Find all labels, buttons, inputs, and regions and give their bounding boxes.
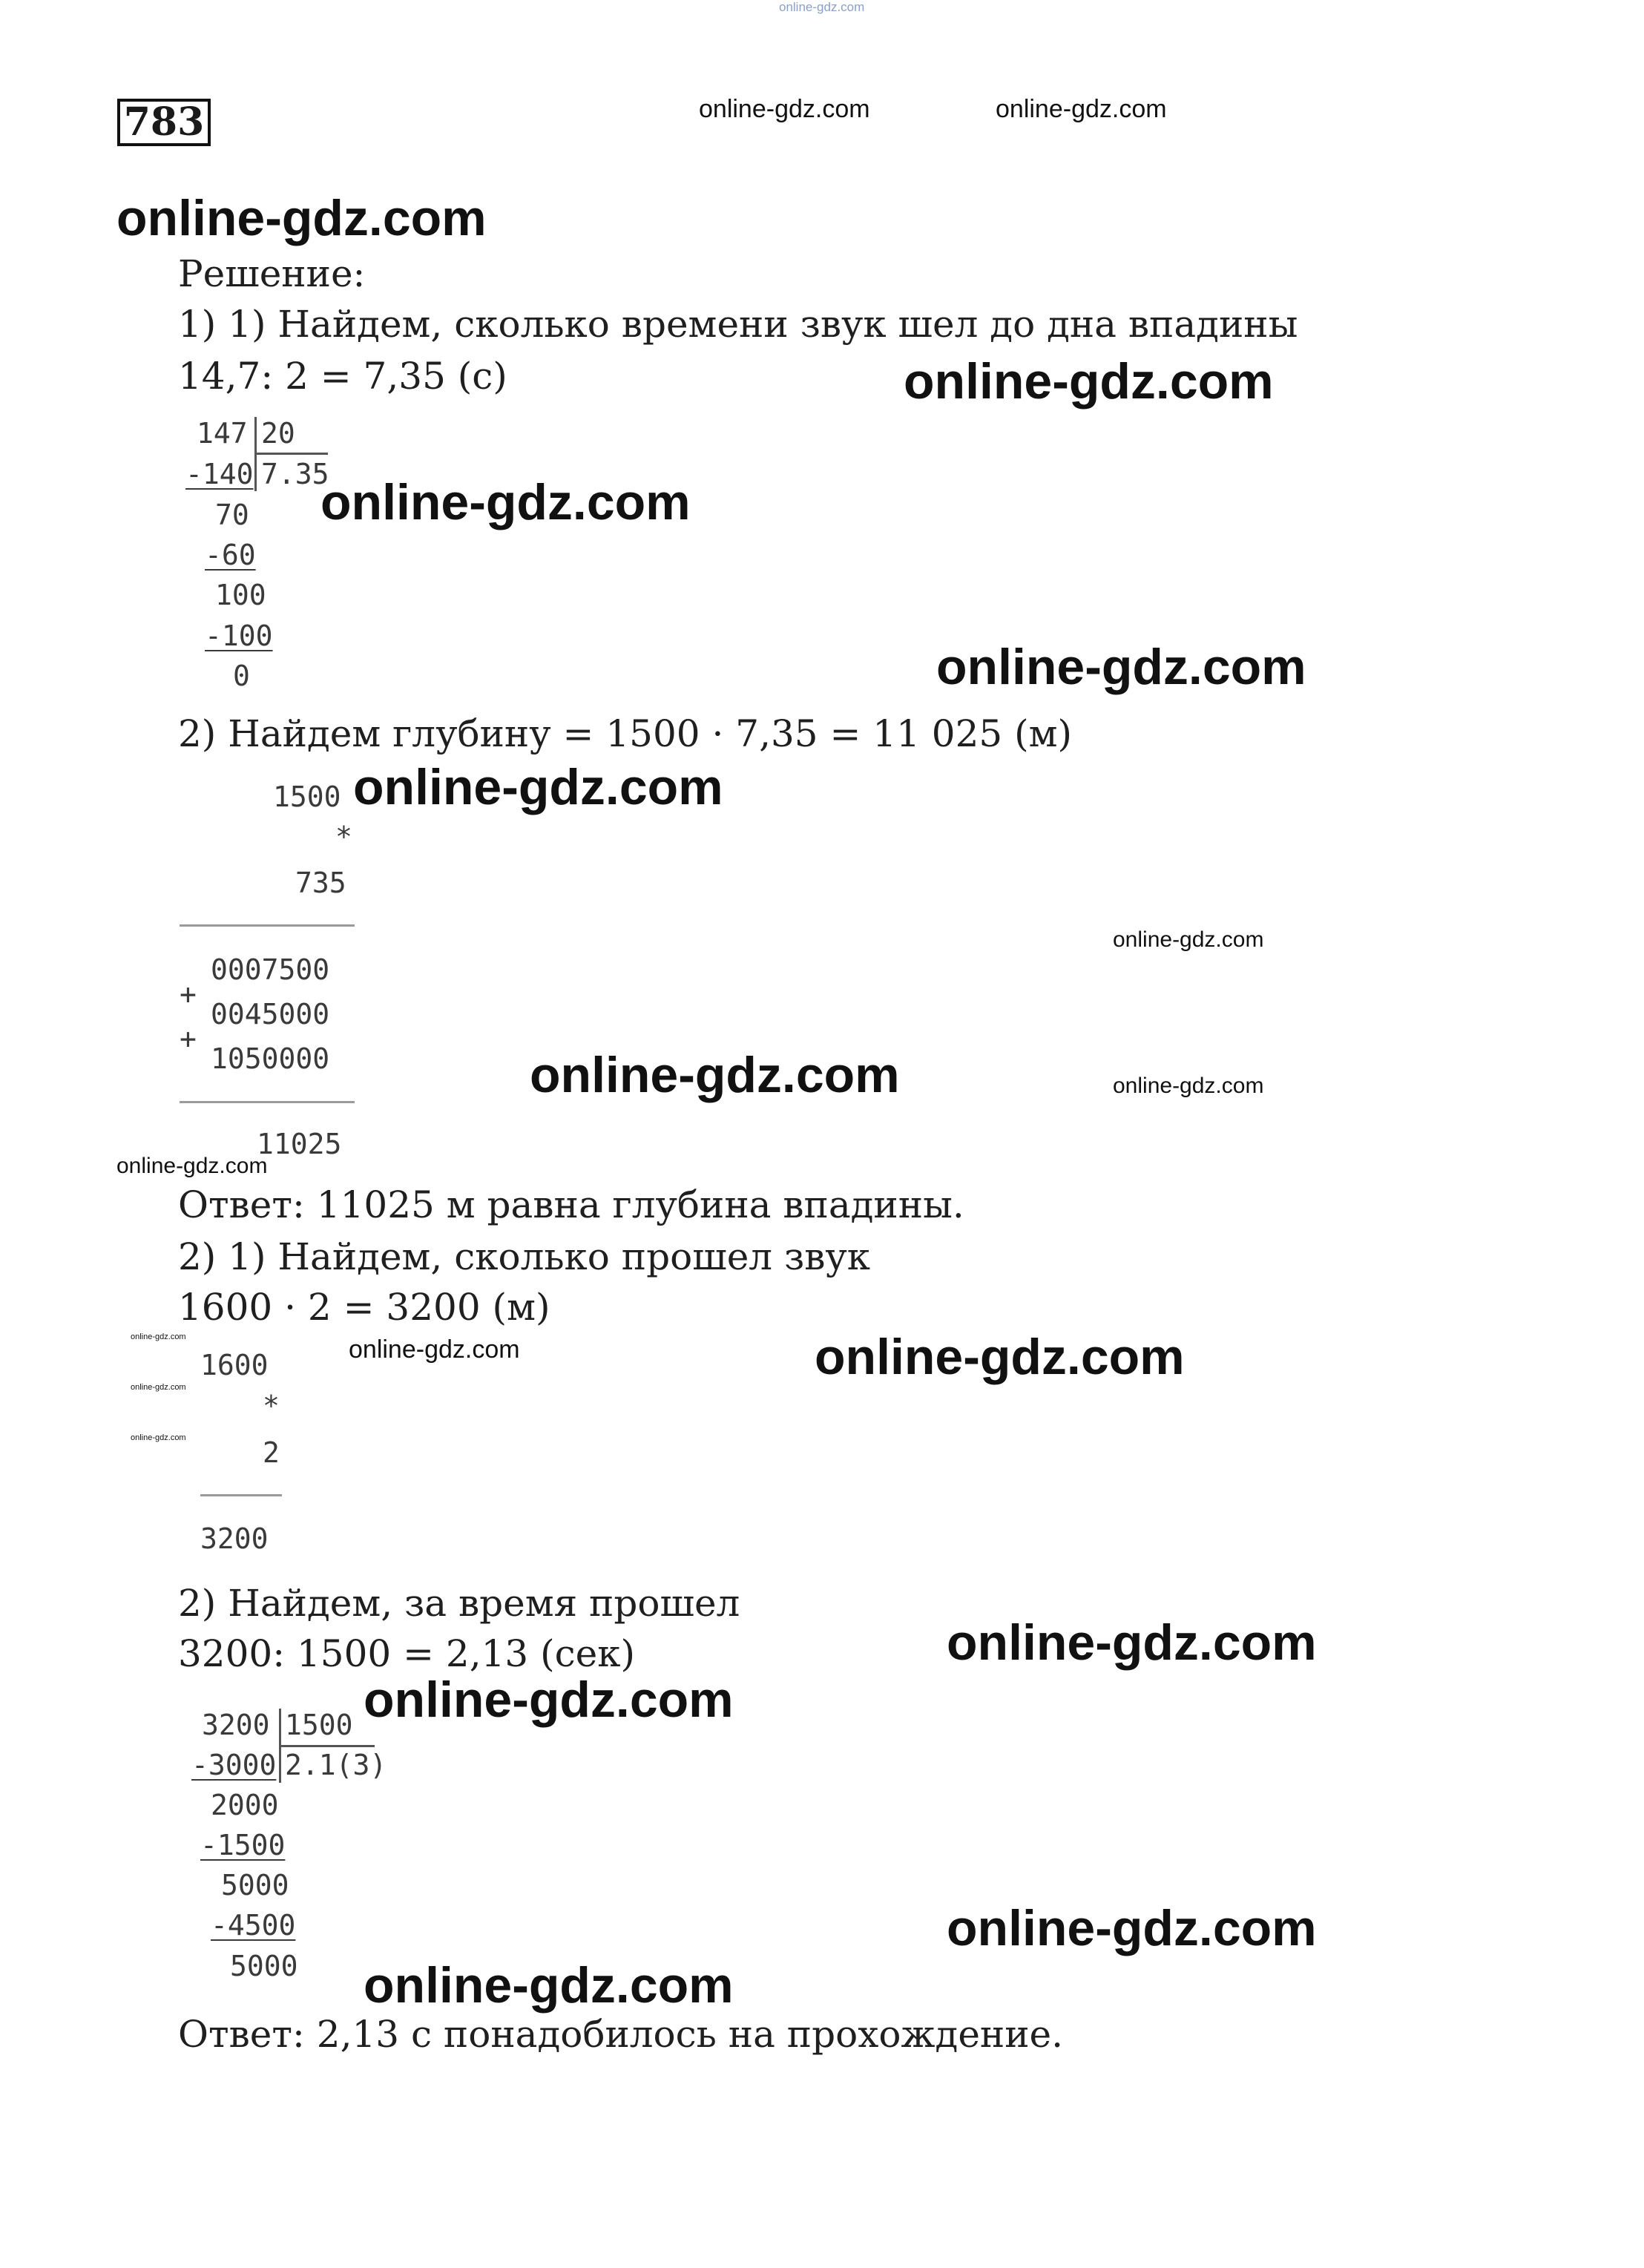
watermark: online-gdz.com xyxy=(904,353,1274,410)
part1-step1-expression: 14,7: 2 = 7,35 (с) xyxy=(178,355,507,398)
division-row: 5000 xyxy=(221,1869,289,1901)
watermark: online-gdz.com xyxy=(116,190,487,246)
division-dividend: 147 xyxy=(197,417,248,450)
watermark: online-gdz.com xyxy=(815,1329,1185,1385)
mult-result: 11025 xyxy=(257,1128,342,1160)
watermark: online-gdz.com xyxy=(699,95,870,123)
mult-result: 3200 xyxy=(200,1522,269,1555)
watermark: online-gdz.com xyxy=(353,759,723,815)
mult-plus: + xyxy=(180,1022,197,1055)
division-row: -1500 xyxy=(200,1829,286,1861)
watermark: online-gdz.com xyxy=(131,1433,186,1442)
task-number: 783 xyxy=(117,99,211,146)
part2-step1-title: 2) 1) Найдем, сколько прошел звук xyxy=(178,1235,871,1278)
mult-factor-b: 2 xyxy=(263,1436,280,1469)
division-dividend: 3200 xyxy=(202,1709,270,1741)
mult-plus: + xyxy=(180,978,197,1010)
mult-factor-b: 735 xyxy=(295,867,346,899)
watermark: online-gdz.com xyxy=(947,1900,1317,1956)
division-row: 0 xyxy=(233,660,250,692)
division-quotient: 7.35 xyxy=(261,458,329,490)
division-row: -60 xyxy=(205,539,256,571)
watermark: online-gdz.com xyxy=(996,95,1167,123)
mult-sum-line xyxy=(180,1101,355,1103)
division-divisor: 20 xyxy=(261,417,295,450)
part2-step2-expression: 3200: 1500 = 2,13 (сек) xyxy=(178,1632,635,1675)
part1-step1-title: 1) 1) Найдем, сколько времени звук шел до дна впадины xyxy=(178,303,1298,346)
watermark: online-gdz.com xyxy=(1113,927,1264,952)
part2-step1-expression: 1600 · 2 = 3200 (м) xyxy=(178,1286,550,1329)
mult-operator: * xyxy=(335,821,352,853)
solution-heading: Решение: xyxy=(178,252,366,295)
mult-line xyxy=(200,1494,282,1496)
mult-partial: 0045000 xyxy=(211,998,330,1031)
watermark: online-gdz.com xyxy=(364,1672,734,1728)
watermark: online-gdz.com xyxy=(116,1154,268,1178)
part2-step2-title: 2) Найдем, за время прошел xyxy=(178,1582,740,1625)
watermark: online-gdz.com xyxy=(936,639,1306,695)
division-row: 70 xyxy=(215,499,249,531)
watermark: online-gdz.com xyxy=(1113,1074,1264,1098)
watermark: online-gdz.com xyxy=(131,1383,186,1392)
part2-answer: Ответ: 2,13 с понадобилось на прохождение. xyxy=(178,2013,1064,2056)
watermark: online-gdz.com xyxy=(131,1332,186,1341)
watermark: online-gdz.com xyxy=(349,1335,520,1364)
mult-partial: 1050000 xyxy=(211,1042,330,1075)
mult-operator: * xyxy=(263,1390,280,1422)
watermark: online-gdz.com xyxy=(530,1047,900,1103)
division-row: -3000 xyxy=(191,1749,277,1781)
mult-partial: 0007500 xyxy=(211,953,330,986)
division-quotient-line xyxy=(257,453,328,455)
division-row: -140 xyxy=(185,458,254,490)
division-row: -4500 xyxy=(211,1909,296,1942)
watermark: online-gdz.com xyxy=(364,1957,734,2014)
mult-line xyxy=(180,924,355,927)
division-row: -100 xyxy=(205,619,273,652)
watermark: online-gdz.com xyxy=(947,1614,1317,1671)
division-quotient-line xyxy=(281,1745,375,1747)
division-quotient: 2.1(3) xyxy=(285,1749,387,1781)
division-row: 2000 xyxy=(211,1789,279,1821)
mult-factor-a: 1600 xyxy=(200,1349,269,1381)
part1-step2-title: 2) Найдем глубину = 1500 · 7,35 = 11 025 (м) xyxy=(178,712,1073,755)
division-row: 5000 xyxy=(230,1950,298,1982)
mult-factor-a: 1500 xyxy=(273,780,341,813)
top-watermark: online-gdz.com xyxy=(779,0,865,14)
watermark: online-gdz.com xyxy=(320,474,691,530)
division-divisor: 1500 xyxy=(285,1709,353,1741)
division-row: 100 xyxy=(215,579,266,611)
part1-answer: Ответ: 11025 м равна глубина впадины. xyxy=(178,1183,964,1226)
